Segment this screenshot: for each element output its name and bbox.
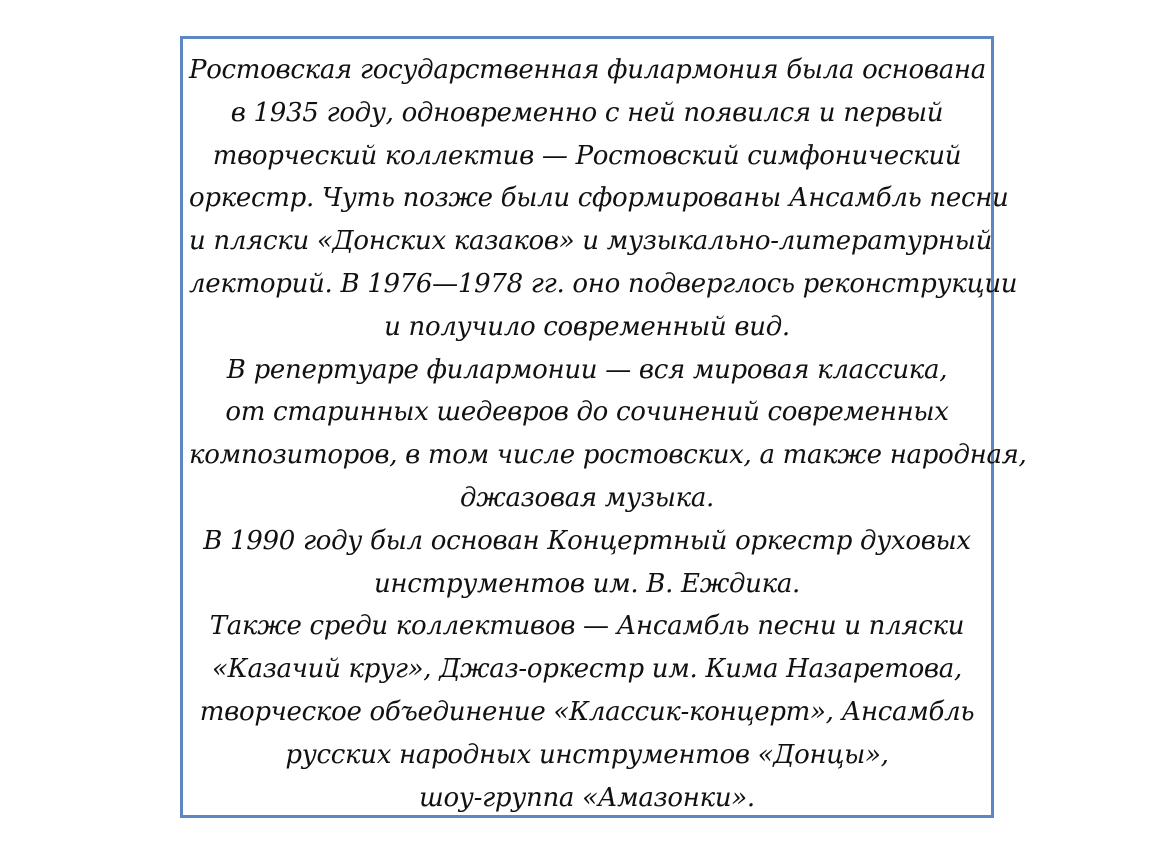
- text-line: лекторий. В 1976—1978 гг. оно подверглось реконструкции: [189, 268, 1018, 299]
- text-line: и получило современный вид.: [384, 311, 790, 342]
- text-line: творческое объединение «Классик-концерт», Ансамбль: [199, 696, 975, 727]
- text-line: оркестр. Чуть позже были сформированы Ансамбль песни: [189, 183, 1009, 214]
- text-line: от старинных шедевров до сочинений современных: [225, 397, 949, 428]
- text-frame: [180, 36, 1027, 818]
- text-line: джазовая музыка.: [460, 482, 714, 513]
- text-line: «Казачий круг», Джаз-оркестр им. Кима Назаретова,: [212, 654, 962, 685]
- text-line: Также среди коллективов — Ансамбль песни и пляски: [209, 611, 965, 642]
- text-line: и пляски «Донских казаков» и музыкально-литературный: [189, 226, 993, 257]
- text-line: в 1935 году, одновременно с ней появился и первый: [230, 97, 944, 128]
- text-line: шоу-группа «Амазонки».: [419, 782, 755, 813]
- text-line: Ростовская государственная филармония была основана: [189, 55, 986, 85]
- text-line: В репертуаре филармонии — вся мировая классика,: [226, 354, 948, 385]
- text-line: композиторов, в том числе ростовских, а также народная,: [189, 440, 1027, 471]
- text-line: В 1990 году был основан Концертный оркестр духовых: [203, 525, 971, 556]
- text-line: русских народных инструментов «Донцы»,: [285, 739, 889, 770]
- text-line: творческий коллектив — Ростовский симфонический: [212, 140, 962, 171]
- text-line: инструментов им. В. Еждика.: [373, 568, 800, 599]
